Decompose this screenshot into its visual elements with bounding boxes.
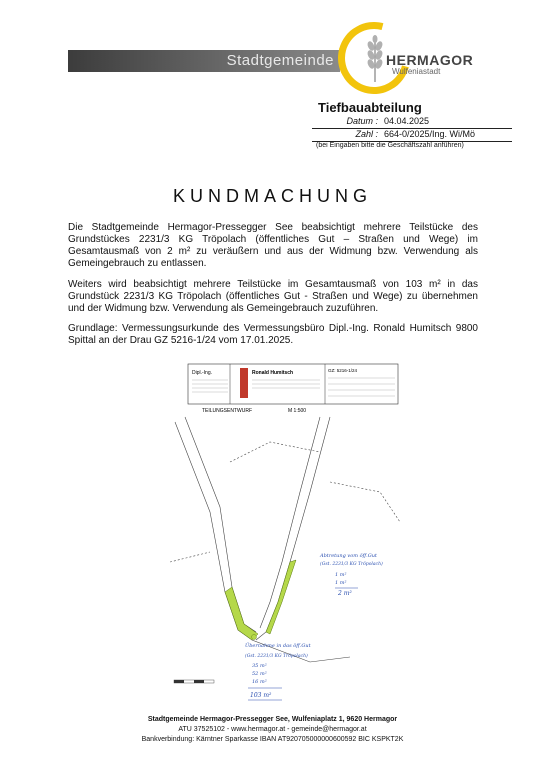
meta-row-number (312, 129, 512, 142)
footer-line-1: Stadtgemeinde Hermagor-Pressegger See, Wulfeniaplatz 1, 9620 Hermagor (147, 716, 398, 723)
meta-row-date (312, 116, 512, 129)
handwritten-note-1: Abtretung vom öff.Gut (320, 553, 377, 559)
header-banner (68, 50, 340, 72)
parcel-green-left (225, 587, 258, 640)
handwritten-value: 1 m² (335, 572, 347, 578)
page-title: KUNDMACHUNG (173, 186, 372, 206)
meta-label: Zahl : (355, 129, 378, 139)
logo-title: HERMAGOR (386, 52, 474, 68)
office-left: Dipl.-Ing. (192, 370, 213, 376)
road-edge-left (175, 422, 252, 640)
paragraph-2: Weiters wird beabsichtigt mehrere Teilstücke im Gesamtausmaß von 103 m² in das Grundstück 2231/3 KG Tröpolach (öffentliches Gut - Straßen und Wege) zu übernehmen und der Widmung bzw. Verwendung als Gemeingebrauch zuzuführen. (68, 279, 478, 314)
handwritten-value: 16 m² (252, 679, 267, 685)
footer-line-3: Bankverbindung: Kärntner Sparkasse IBAN AT920705000000600592 BIC KSPKT2K (141, 736, 404, 743)
meta-value: 664-0/2025/Ing. Wi/Mö (384, 129, 476, 139)
survey-plan (170, 362, 400, 712)
handwritten-value: 52 m² (252, 671, 267, 677)
surveyor-logo-icon (240, 368, 248, 398)
office-name: Ronald Humitsch (252, 370, 294, 376)
parcel-green-right (266, 560, 296, 634)
plan-label: TEILUNGSENTWURF (202, 408, 252, 414)
road-edge-right (256, 417, 330, 640)
plan-scale: M 1:500 (288, 408, 307, 414)
road-edge-right-inner (260, 417, 320, 628)
handwritten-value: 1 m² (335, 580, 347, 586)
department-title: Tiefbauabteilung (318, 100, 422, 115)
meta-label: Datum : (346, 116, 378, 126)
meta-note: (bei Eingaben bitte die Geschäftszahl anführen) (316, 142, 464, 149)
paragraph-3: Grundlage: Vermessungsurkunde des Vermessungsbüro Dipl.-Ing. Ronald Humitsch 9800 Spittal an der Drau GZ 5216-1/24 vom 17.01.2025. (68, 323, 478, 346)
handwritten-note-2: Übernahme in das öff.Gut (245, 643, 311, 649)
handwritten-value: 35 m² (252, 663, 267, 669)
paragraph-1: Die Stadtgemeinde Hermagor-Pressegger See beabsichtigt mehrere Teilstücke des Grundstückes 2231/3 KG Tröpolach (öffentliches Gut – Straßen und Wege) im Gesamtausmaß von 2 m² zu veräußern und aus der Widmung bzw. Verwendung als Gemeingebrauch zu entlassen. (68, 222, 478, 269)
scale-bar (174, 680, 214, 683)
meta-value: 04.04.2025 (384, 116, 430, 126)
footer-line-2: ATU 37525102 - www.hermagor.at - gemeinde@hermagor.at (178, 726, 367, 733)
handwritten-note-2b: (Gst. 2231/3 KG Tröpolach) (245, 654, 308, 659)
banner-text: Stadtgemeinde (226, 52, 334, 69)
plan-gz: GZ: 5216-1/24 (328, 368, 358, 373)
handwritten-sum-1: 2 m² (338, 590, 352, 597)
road-edge-left-inner (185, 417, 256, 632)
handwritten-sum-2: 103 m² (250, 692, 272, 699)
logo-subtitle: Wulfeniastadt (392, 67, 441, 76)
handwritten-note-1b: (Gst. 2231/3 KG Tröpolach) (320, 562, 383, 567)
